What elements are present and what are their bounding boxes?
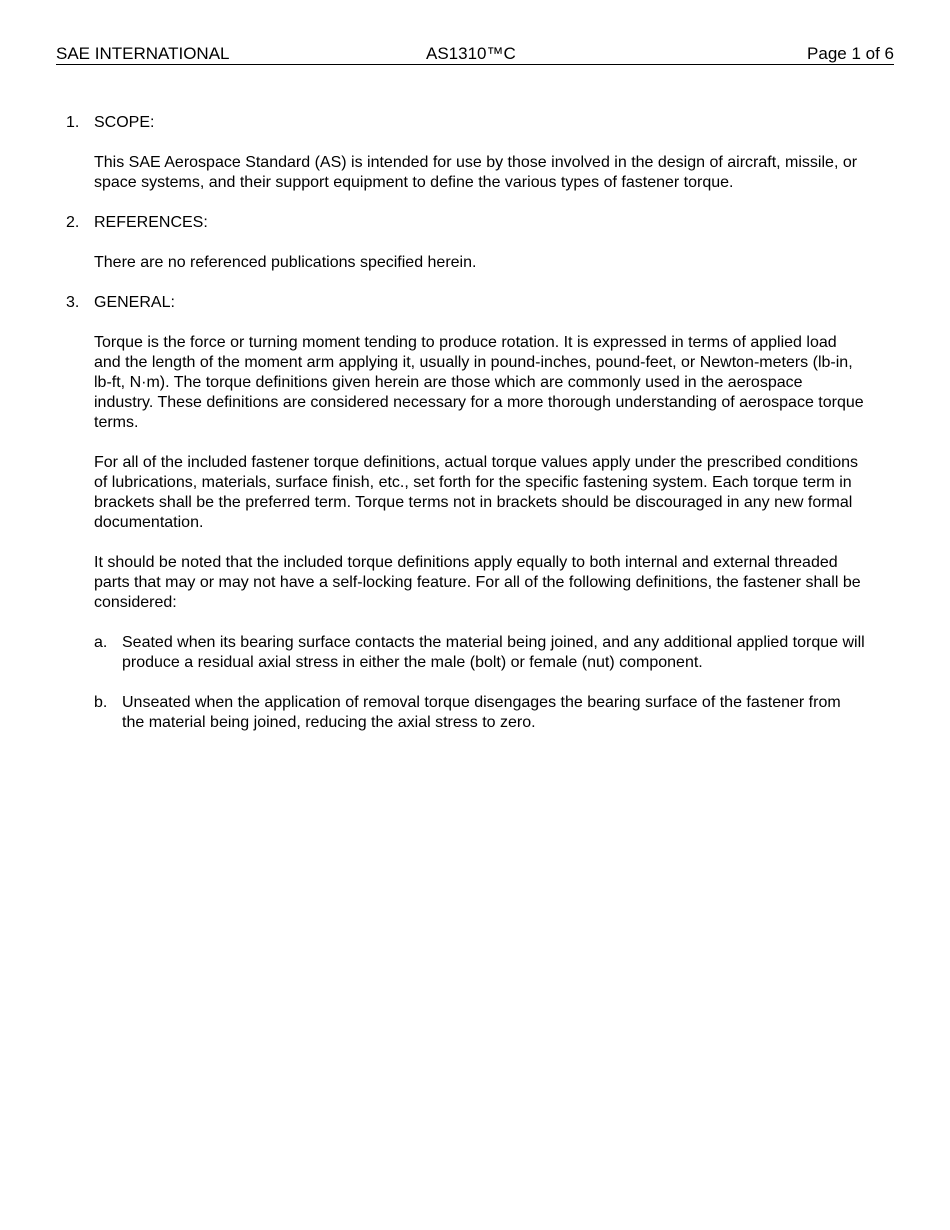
list-item-seated [94, 633, 866, 673]
header-org: SAE INTERNATIONAL [56, 44, 230, 63]
header-page-number: Page 1 of 6 [807, 44, 894, 63]
paragraph: For all of the included fastener torque definitions, actual torque values apply under the prescribed conditions of lubrications, materials, surface finish, etc., set forth for the specific fastening system. Each torque term in brackets shall be the preferred term. Torque terms not in brackets should be discouraged in any new formal documentation. [94, 454, 859, 531]
document-body [66, 113, 866, 733]
section-title: GENERAL: [94, 294, 175, 311]
list-item-text: Unseated when the application of removal torque disengages the bearing surface of the fastener from the material being joined, reducing the axial stress to zero. [122, 694, 841, 731]
header-doc-id: AS1310™C [426, 44, 516, 63]
paragraph: There are no referenced publications specified herein. [94, 254, 477, 271]
paragraph: It should be noted that the included torque definitions apply equally to both internal and external threaded parts that may or may not have a self-locking feature. For all of the following definitions, the fastener shall be considered: [94, 554, 861, 611]
section-number: 2. [66, 214, 80, 231]
list-item-letter: a. [94, 634, 108, 651]
section-heading-scope [66, 113, 866, 133]
paragraph: Torque is the force or turning moment tending to produce rotation. It is expressed in terms of applied load and the length of the moment arm applying it, usually in pound-inches, pound-feet, or Newton-meters (lb-in, lb-ft, N·m). The torque definitions given herein are those which are commonly used in the aerospace industry. These definitions are considered necessary for a more thorough understanding of aerospace torque terms. [94, 334, 864, 431]
section-heading-general [66, 293, 866, 313]
section-number: 1. [66, 114, 80, 131]
paragraph: This SAE Aerospace Standard (AS) is intended for use by those involved in the design of aircraft, missile, or space systems, and their support equipment to define the various types of fastener torque. [94, 154, 858, 191]
section-number: 3. [66, 294, 80, 311]
list-item-letter: b. [94, 694, 108, 711]
list-item-unseated [94, 693, 866, 733]
section-title: REFERENCES: [94, 214, 208, 231]
page-header [56, 44, 894, 65]
section-heading-references [66, 213, 866, 233]
list-item-text: Seated when its bearing surface contacts the material being joined, and any additional applied torque will produce a residual axial stress in either the male (bolt) or female (nut) component. [122, 634, 865, 671]
section-title: SCOPE: [94, 114, 155, 131]
